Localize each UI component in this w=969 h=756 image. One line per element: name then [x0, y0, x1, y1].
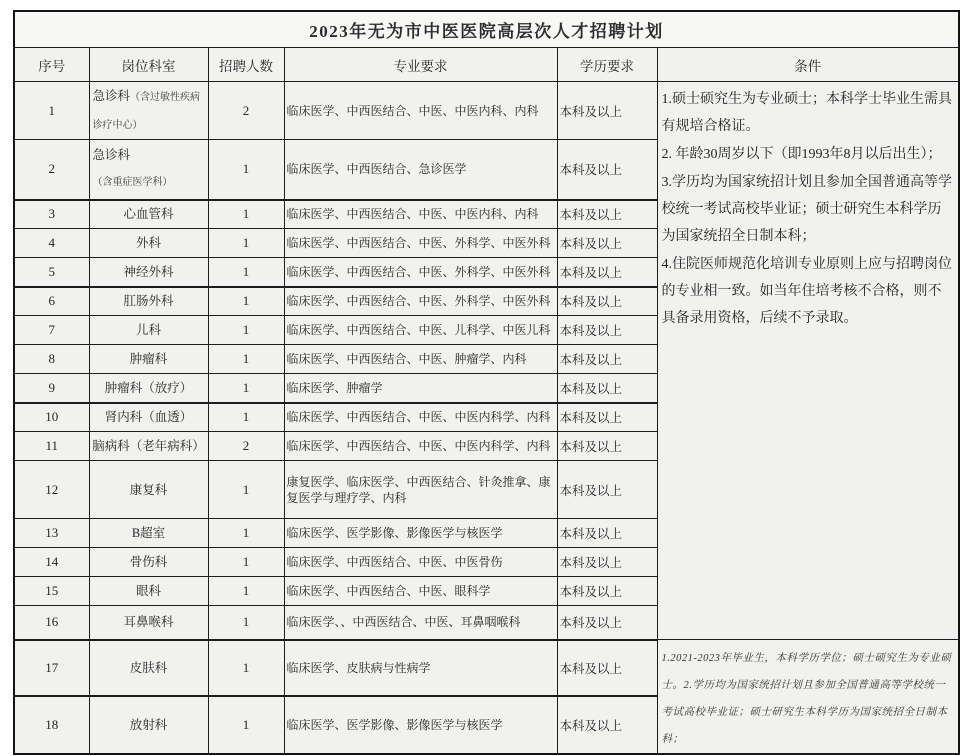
cell-serial-number: 16	[14, 606, 89, 640]
cell-headcount: 1	[208, 287, 284, 316]
cell-degree-requirement: 本科及以上	[557, 287, 657, 316]
department-name: 肾内科（血透）	[104, 410, 193, 425]
condition-item: 1.硕士硕究生为专业硕士；本科学士毕业生需具有规培合格证。	[661, 92, 952, 134]
cell-headcount: 1	[208, 640, 284, 696]
cell-headcount: 2	[208, 82, 284, 140]
cell-department	[89, 461, 208, 519]
cell-major-requirement: 临床医学、中西医结合、中医、外科学、中医外科	[284, 229, 557, 258]
column-header-degree: 学历要求	[557, 48, 657, 82]
cell-department	[89, 200, 208, 229]
cell-department	[89, 577, 208, 606]
department-name: 外科	[135, 236, 161, 250]
cell-department	[89, 696, 208, 754]
cell-headcount: 1	[208, 140, 284, 200]
cell-headcount: 1	[208, 696, 284, 754]
cell-department	[89, 403, 208, 432]
cell-headcount: 1	[208, 374, 284, 403]
cell-degree-requirement: 本科及以上	[557, 519, 657, 548]
department-name: 急诊科	[92, 88, 131, 103]
cell-serial-number: 12	[14, 461, 89, 519]
department-name: 耳鼻喉科	[123, 615, 174, 630]
cell-degree-requirement: 本科及以上	[557, 229, 657, 258]
department-name: 骨伤科	[129, 555, 168, 569]
cell-headcount: 1	[208, 316, 284, 345]
cell-serial-number: 6	[14, 287, 89, 316]
cell-major-requirement: 临床医学、中西医结合、中医、中医内科学、内科	[284, 403, 557, 432]
department-note: （含过敏性疾病诊疗中心）	[92, 91, 201, 131]
cell-degree-requirement: 本科及以上	[557, 316, 657, 345]
condition-item: 2. 年龄30周岁以下（即1993年8月以后出生）；	[661, 147, 942, 162]
cell-major-requirement: 临床医学、中西医结合、中医、中医内科、内科	[284, 200, 557, 229]
cell-headcount: 1	[208, 519, 284, 548]
cell-headcount: 1	[208, 548, 284, 577]
cell-serial-number: 17	[14, 640, 89, 696]
cell-headcount: 1	[208, 577, 284, 606]
condition-item: 4.住院医师规范化培训专业原则上应与招聘岗位的专业相一致。如当年住培考核不合格，则不具备录用资格，后续不予录取。	[661, 257, 952, 326]
cell-department	[89, 640, 208, 696]
cell-serial-number: 4	[14, 229, 89, 258]
cell-major-requirement: 临床医学、中西医结合、中医、儿科学、中医儿科	[284, 316, 557, 345]
header-row	[14, 48, 959, 82]
cell-major-requirement: 临床医学、中西医结合、急诊医学	[284, 140, 557, 200]
cell-degree-requirement: 本科及以上	[557, 696, 657, 754]
cell-major-requirement: 临床医学、肿瘤学	[284, 374, 557, 403]
department-name: 肿瘤科	[129, 352, 168, 366]
cell-serial-number: 9	[14, 374, 89, 403]
cell-department	[89, 432, 208, 461]
department-name: 肛肠外科	[123, 294, 174, 309]
table-body	[14, 82, 959, 755]
cell-department	[89, 287, 208, 316]
cell-major-requirement: 康复医学、临床医学、中西医结合、针灸推拿、康复医学与理疗学、内科	[284, 461, 557, 519]
department-name: 心血管科	[123, 207, 174, 222]
cell-headcount: 1	[208, 200, 284, 229]
cell-conditions-footer: 1.2021-2023年毕业生，本科学历学位；硕士硕究生为专业硕士。2.学历均为国家统招计划且参加全国普通高等学校统一考试高校毕业证；硕士研究生本科学历为国家统招全日制本科；	[657, 640, 959, 755]
cell-department	[89, 316, 208, 345]
cell-department	[89, 82, 208, 140]
column-header-no: 序号	[14, 48, 89, 82]
cell-major-requirement: 临床医学、中西医结合、中医、中医骨伤	[284, 548, 557, 577]
department-name: 眼科	[135, 584, 161, 598]
cell-department	[89, 140, 208, 200]
column-header-dept: 岗位科室	[89, 48, 208, 82]
title-row	[14, 11, 959, 48]
cell-serial-number: 1	[14, 82, 89, 140]
cell-serial-number: 13	[14, 519, 89, 548]
cell-degree-requirement: 本科及以上	[557, 606, 657, 640]
cell-headcount: 1	[208, 403, 284, 432]
cell-degree-requirement: 本科及以上	[557, 432, 657, 461]
cell-serial-number: 7	[14, 316, 89, 345]
cell-serial-number: 15	[14, 577, 89, 606]
cell-department	[89, 606, 208, 640]
cell-major-requirement: 临床医学、皮肤病与性病学	[284, 640, 557, 696]
cell-headcount: 1	[208, 461, 284, 519]
cell-degree-requirement: 本科及以上	[557, 640, 657, 696]
cell-degree-requirement: 本科及以上	[557, 548, 657, 577]
cell-degree-requirement: 本科及以上	[557, 200, 657, 229]
department-name: 神经外科	[123, 264, 174, 279]
recruitment-table	[13, 10, 960, 755]
cell-major-requirement: 临床医学、医学影像、影像医学与核医学	[284, 696, 557, 754]
cell-major-requirement: 临床医学、中西医结合、中医、眼科学	[284, 577, 557, 606]
cell-serial-number: 18	[14, 696, 89, 754]
department-name: B超室	[131, 526, 166, 540]
column-header-conditions: 条件	[657, 48, 959, 82]
cell-degree-requirement: 本科及以上	[557, 345, 657, 374]
cell-degree-requirement: 本科及以上	[557, 374, 657, 403]
cell-department	[89, 519, 208, 548]
page-title: 2023年无为市中医医院高层次人才招聘计划	[14, 11, 959, 48]
cell-serial-number: 2	[14, 140, 89, 200]
cell-major-requirement: 临床医学、中西医结合、中医、肿瘤学、内科	[284, 345, 557, 374]
cell-department	[89, 258, 208, 287]
department-name: 儿科	[135, 323, 161, 337]
department-name: 放射科	[129, 717, 168, 732]
cell-major-requirement: 临床医学、、中西医结合、中医、耳鼻咽喉科	[284, 606, 557, 640]
cell-degree-requirement: 本科及以上	[557, 258, 657, 287]
cell-serial-number: 14	[14, 548, 89, 577]
cell-department	[89, 374, 208, 403]
cell-headcount: 1	[208, 606, 284, 640]
condition-item: 3.学历均为国家统招计划且参加全国普通高等学校统一考试高校毕业证；硕士研究生本科学历为国家统招全日制本科；	[661, 175, 952, 244]
cell-degree-requirement: 本科及以上	[557, 403, 657, 432]
cell-major-requirement: 临床医学、中西医结合、中医、外科学、中医外科	[284, 287, 557, 316]
department-note: （含重症医学科）	[92, 177, 173, 189]
cell-major-requirement: 临床医学、医学影像、影像医学与核医学	[284, 519, 557, 548]
department-name: 肿瘤科（放疗）	[104, 380, 193, 395]
cell-degree-requirement: 本科及以上	[557, 140, 657, 200]
cell-serial-number: 5	[14, 258, 89, 287]
department-name: 急诊科	[92, 148, 131, 163]
department-name: 脑病科（老年病科）	[92, 439, 205, 453]
cell-serial-number: 10	[14, 403, 89, 432]
department-name: 康复科	[129, 482, 168, 497]
cell-headcount: 2	[208, 432, 284, 461]
department-name: 皮肤科	[129, 660, 168, 675]
cell-headcount: 1	[208, 345, 284, 374]
cell-degree-requirement: 本科及以上	[557, 82, 657, 140]
cell-headcount: 1	[208, 229, 284, 258]
cell-serial-number: 11	[14, 432, 89, 461]
cell-conditions-main	[657, 82, 959, 640]
cell-major-requirement: 临床医学、中西医结合、中医、外科学、中医外科	[284, 258, 557, 287]
cell-degree-requirement: 本科及以上	[557, 577, 657, 606]
cell-department	[89, 345, 208, 374]
cell-degree-requirement: 本科及以上	[557, 461, 657, 519]
cell-department	[89, 229, 208, 258]
cell-major-requirement: 临床医学、中西医结合、中医、中医内科学、内科	[284, 432, 557, 461]
cell-headcount: 1	[208, 258, 284, 287]
cell-serial-number: 8	[14, 345, 89, 374]
column-header-major: 专业要求	[284, 48, 557, 82]
column-header-count: 招聘人数	[208, 48, 284, 82]
cell-department	[89, 548, 208, 577]
cell-serial-number: 3	[14, 200, 89, 229]
cell-major-requirement: 临床医学、中西医结合、中医、中医内科、内科	[284, 82, 557, 140]
table-row	[14, 640, 959, 696]
table-row	[14, 82, 959, 140]
